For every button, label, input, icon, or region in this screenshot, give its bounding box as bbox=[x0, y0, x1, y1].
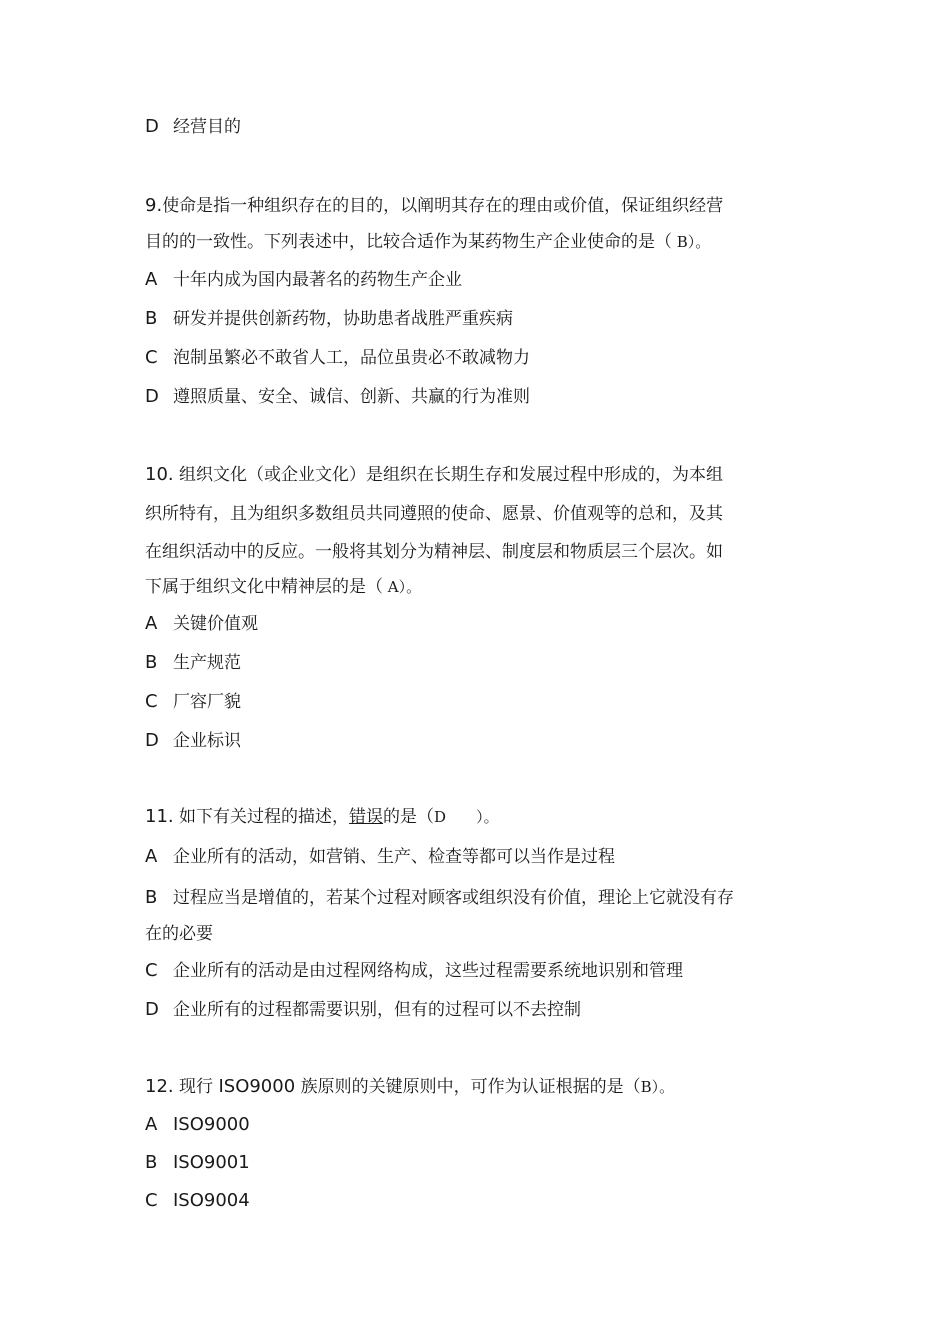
q10-stem-line2 bbox=[145, 502, 723, 526]
option-letter: B bbox=[145, 887, 158, 908]
question-text: 使命是指一种组织存在的目的，以阐明其存在的理由或价值，保证组织经营 bbox=[162, 196, 724, 216]
q9-option-c bbox=[145, 346, 530, 370]
question-text: 织所特有，且为组织多数组员共同遵照的使命、愿景、价值观等的总和，及其 bbox=[145, 504, 723, 524]
option-text: 十年内成为国内最著名的药物生产企业 bbox=[173, 270, 462, 290]
q10-stem-line3 bbox=[145, 540, 723, 564]
option-letter: C bbox=[145, 960, 158, 981]
option-letter: C bbox=[145, 1190, 158, 1211]
option-text: 企业所有的活动是由过程网络构成，这些过程需要系统地识别和管理 bbox=[173, 961, 683, 981]
option-text: 企业所有的活动，如营销、生产、检查等都可以当作是过程 bbox=[173, 847, 615, 867]
q11-option-b-cont bbox=[145, 922, 213, 946]
answer-mark: A）。 bbox=[383, 578, 422, 596]
q10-option-c bbox=[145, 690, 241, 714]
option-letter: A bbox=[145, 1114, 158, 1135]
option-text: 企业所有的过程都需要识别，但有的过程可以不去控制 bbox=[173, 1000, 581, 1020]
standard-name: ISO9000 bbox=[218, 1076, 296, 1097]
q9-option-a bbox=[145, 268, 462, 292]
option-text: 研发并提供创新药物，协助患者战胜严重疾病 bbox=[173, 309, 513, 329]
option-text: 生产规范 bbox=[173, 653, 241, 673]
option-text: 在的必要 bbox=[145, 924, 213, 944]
option-letter: B bbox=[145, 652, 158, 673]
question-text: 组织文化（或企业文化）是组织在长期生存和发展过程中形成的，为本组 bbox=[173, 465, 724, 485]
option-letter: D bbox=[145, 999, 159, 1020]
option-letter: C bbox=[145, 347, 158, 368]
question-number: 9. bbox=[145, 195, 163, 216]
q10-option-d bbox=[145, 729, 241, 753]
option-text: 企业标识 bbox=[173, 731, 241, 751]
option-letter: D bbox=[145, 386, 159, 407]
option-text: ISO9000 bbox=[173, 1114, 250, 1135]
option-text: 遵照质量、安全、诚信、创新、共赢的行为准则 bbox=[173, 387, 530, 407]
question-number: 10. bbox=[145, 464, 174, 485]
q11-option-b bbox=[145, 886, 734, 910]
answer-mark: B）。 bbox=[672, 233, 711, 251]
q11-stem bbox=[145, 805, 499, 829]
question-text: 的是（ bbox=[383, 807, 435, 827]
q8-option-d bbox=[145, 115, 241, 139]
q12-option-a bbox=[145, 1113, 250, 1137]
option-letter: B bbox=[145, 308, 158, 329]
q9-option-b bbox=[145, 307, 513, 331]
q9-stem-line1 bbox=[145, 194, 723, 218]
underlined-keyword: 错误 bbox=[349, 807, 384, 827]
answer-mark: B）。 bbox=[640, 1078, 675, 1096]
option-letter: A bbox=[145, 613, 158, 634]
option-letter: A bbox=[145, 846, 158, 867]
option-text: 经营目的 bbox=[173, 117, 241, 137]
option-text: ISO9001 bbox=[173, 1152, 250, 1173]
option-text: ISO9004 bbox=[173, 1190, 250, 1211]
option-letter: D bbox=[145, 730, 159, 751]
answer-mark: D ）。 bbox=[434, 808, 499, 826]
q9-option-d bbox=[145, 385, 530, 409]
question-text: 现行 bbox=[173, 1077, 219, 1097]
question-text: 在组织活动中的反应。一般将其划分为精神层、制度层和物质层三个层次。如 bbox=[145, 542, 723, 562]
question-text: 下属于组织文化中精神层的是（ bbox=[145, 577, 383, 597]
q11-option-c bbox=[145, 959, 683, 983]
question-number: 12. bbox=[145, 1076, 174, 1097]
option-text: 厂容厂貌 bbox=[173, 692, 241, 712]
option-letter: C bbox=[145, 691, 158, 712]
option-letter: B bbox=[145, 1152, 158, 1173]
q10-option-b bbox=[145, 651, 241, 675]
q10-option-a bbox=[145, 612, 258, 636]
option-text: 过程应当是增值的，若某个过程对顾客或组织没有价值，理论上它就没有存 bbox=[173, 888, 734, 908]
q11-option-d bbox=[145, 998, 581, 1022]
q12-option-c bbox=[145, 1189, 250, 1213]
q11-option-a bbox=[145, 845, 615, 869]
question-text: 如下有关过程的描述， bbox=[173, 807, 350, 827]
q12-option-b bbox=[145, 1151, 250, 1175]
q12-stem bbox=[145, 1075, 674, 1099]
q10-stem-line4 bbox=[145, 575, 421, 599]
question-text: 目的的一致性。下列表述中，比较合适作为某药物生产企业使命的是（ bbox=[145, 232, 672, 252]
q10-stem-line1 bbox=[145, 463, 723, 487]
option-text: 泡制虽繁必不敢省人工，品位虽贵必不敢减物力 bbox=[173, 348, 530, 368]
q9-stem-line2 bbox=[145, 230, 710, 254]
question-number: 11. bbox=[145, 806, 174, 827]
question-text: 族原则的关键原则中，可作为认证根据的是（ bbox=[295, 1077, 641, 1097]
option-letter: A bbox=[145, 269, 158, 290]
option-letter: D bbox=[145, 116, 159, 137]
option-text: 关键价值观 bbox=[173, 614, 258, 634]
